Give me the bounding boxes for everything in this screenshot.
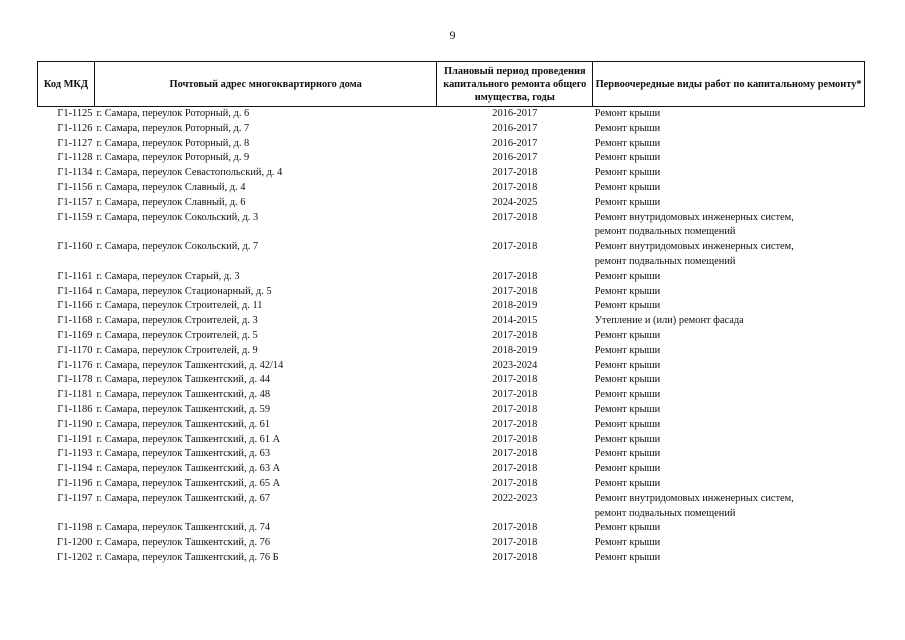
row-period: 2017-2018	[492, 374, 538, 386]
row-period: 2017-2018	[492, 211, 538, 223]
row-address: г. Самара, переулок Ташкентский, д. 74	[96, 522, 271, 534]
work-item: Ремонт крыши	[594, 359, 661, 371]
row-period: 2016-2017	[492, 108, 538, 119]
row-code: Г1-1164	[57, 285, 93, 297]
row-period: 2018-2019	[492, 344, 538, 356]
row-code: Г1-1169	[57, 329, 93, 341]
row-works	[593, 344, 865, 359]
row-period: 2017-2018	[492, 389, 538, 401]
work-item: Ремонт внутридомовых инженерных систем,	[594, 241, 794, 253]
row-period: 2016-2017	[492, 152, 538, 164]
row-code: Г1-1178	[57, 374, 93, 386]
row-address: г. Самара, переулок Строителей, д. 5	[96, 329, 258, 341]
row-address: г. Самара, переулок Роторный, д. 7	[96, 122, 250, 134]
work-item: Ремонт крыши	[594, 448, 661, 460]
work-item: Ремонт крыши	[594, 137, 661, 149]
row-address: г. Самара, переулок Ташкентский, д. 63	[96, 448, 271, 460]
row-address: г. Самара, переулок Севастопольский, д. 4	[96, 167, 283, 179]
row-code: Г1-1159	[57, 211, 93, 223]
work-item: Ремонт внутридомовых инженерных систем,	[594, 492, 794, 504]
table-row	[38, 551, 865, 566]
table-row	[38, 492, 865, 522]
work-item: ремонт подвальных помещений	[594, 226, 736, 238]
row-code: Г1-1200	[56, 537, 93, 549]
row-address: г. Самара, переулок Строителей, д. 9	[96, 344, 258, 356]
repair-schedule-table	[37, 61, 865, 566]
table-row	[38, 285, 865, 300]
row-address: г. Самара, переулок Ташкентский, д. 48	[96, 389, 271, 401]
row-works	[593, 166, 865, 181]
row-period: 2017-2018	[492, 241, 538, 253]
work-item: Ремонт крыши	[594, 389, 661, 401]
work-item: Ремонт крыши	[594, 108, 661, 119]
work-item: Ремонт крыши	[594, 300, 661, 312]
table-row	[38, 329, 865, 344]
table-row	[38, 521, 865, 536]
work-item: Ремонт крыши	[594, 522, 661, 534]
row-works	[593, 240, 865, 270]
work-item: Ремонт крыши	[594, 181, 661, 193]
row-address: г. Самара, переулок Строителей, д. 11	[96, 300, 263, 312]
table-row	[38, 418, 865, 433]
work-item: Ремонт крыши	[594, 285, 661, 297]
row-works	[593, 107, 865, 122]
row-period: 2017-2018	[492, 167, 538, 179]
row-works	[593, 551, 865, 566]
row-works	[593, 373, 865, 388]
table-row	[38, 373, 865, 388]
row-period: 2014-2015	[492, 315, 538, 327]
work-item: Ремонт крыши	[594, 329, 661, 341]
work-item: Ремонт крыши	[594, 551, 661, 563]
row-code: Г1-1198	[57, 522, 93, 534]
row-period: 2018-2019	[492, 300, 538, 312]
row-period: 2022-2023	[492, 492, 538, 504]
table-row	[38, 359, 865, 374]
row-period: 2023-2024	[492, 359, 538, 371]
row-code: Г1-1196	[57, 477, 93, 489]
table-row	[38, 462, 865, 477]
row-works	[593, 137, 865, 152]
table-row	[38, 299, 865, 314]
row-works	[593, 388, 865, 403]
row-address: г. Самара, переулок Ташкентский, д. 61 А	[96, 433, 281, 445]
row-works	[593, 418, 865, 433]
row-address: г. Самара, переулок Ташкентский, д. 76 Б	[96, 551, 279, 563]
work-item: Ремонт крыши	[594, 344, 661, 356]
work-item: Ремонт крыши	[594, 152, 661, 164]
work-item: Ремонт крыши	[594, 122, 661, 134]
row-code: Г1-1197	[57, 492, 93, 504]
row-code: Г1-1156	[57, 181, 93, 193]
row-works	[593, 151, 865, 166]
row-address: г. Самара, переулок Ташкентский, д. 67	[96, 492, 271, 504]
table-row	[38, 240, 865, 270]
row-works	[593, 270, 865, 285]
row-period: 2017-2018	[492, 270, 538, 282]
table-header-row	[38, 62, 865, 107]
row-period: 2017-2018	[492, 537, 538, 549]
row-address: г. Самара, переулок Ташкентский, д. 44	[96, 374, 271, 386]
row-address: г. Самара, переулок Ташкентский, д. 65 А	[96, 477, 281, 489]
row-address: г. Самара, переулок Ташкентский, д. 59	[96, 403, 271, 415]
row-code: Г1-1191	[57, 433, 93, 445]
row-works	[593, 536, 865, 551]
table-row	[38, 166, 865, 181]
row-address: г. Самара, переулок Ташкентский, д. 42/14	[96, 359, 284, 371]
row-period: 2017-2018	[492, 433, 538, 445]
row-works	[593, 359, 865, 374]
table-row	[38, 270, 865, 285]
row-code: Г1-1160	[57, 241, 93, 253]
table-row	[38, 388, 865, 403]
row-period: 2017-2018	[492, 181, 538, 193]
table-row	[38, 403, 865, 418]
table-row	[38, 433, 865, 448]
table-body	[38, 107, 865, 566]
row-code: Г1-1186	[57, 403, 93, 415]
table-row	[38, 211, 865, 241]
row-address: г. Самара, переулок Стационарный, д. 5	[96, 285, 272, 297]
row-address: г. Самара, переулок Роторный, д. 9	[96, 152, 250, 164]
row-period: 2017-2018	[492, 418, 538, 430]
row-address: г. Самара, переулок Сокольский, д. 7	[96, 241, 259, 253]
work-item: Утепление и (или) ремонт фасада	[594, 315, 744, 327]
row-period: 2017-2018	[492, 477, 538, 489]
work-item: Ремонт крыши	[594, 403, 661, 415]
row-works	[593, 433, 865, 448]
row-code: Г1-1181	[57, 389, 93, 401]
row-works	[593, 314, 865, 329]
work-item: Ремонт крыши	[594, 537, 661, 549]
row-code: Г1-1190	[57, 418, 93, 430]
row-works	[593, 285, 865, 300]
work-item: ремонт подвальных помещений	[594, 255, 736, 267]
row-period: 2017-2018	[492, 329, 538, 341]
row-address: г. Самара, переулок Ташкентский, д. 61	[96, 418, 271, 430]
row-works	[593, 181, 865, 196]
row-works	[593, 447, 865, 462]
row-address: г. Самара, переулок Роторный, д. 8	[96, 137, 250, 149]
row-code: Г1-1134	[57, 167, 93, 179]
row-address: г. Самара, переулок Славный, д. 4	[96, 181, 246, 193]
row-code: Г1-1161	[57, 270, 93, 282]
header-address: Почтовый адрес многоквартирного дома	[94, 62, 437, 107]
row-works	[593, 521, 865, 536]
page-number: 9	[449, 28, 456, 42]
table-row	[38, 477, 865, 492]
row-address: г. Самара, переулок Ташкентский, д. 63 А	[96, 463, 281, 475]
row-works	[593, 122, 865, 137]
table-row	[38, 107, 865, 122]
work-item: Ремонт крыши	[594, 477, 661, 489]
row-period: 2017-2018	[492, 551, 538, 563]
row-address: г. Самара, переулок Старый, д. 3	[96, 270, 240, 282]
row-code: Г1-1202	[56, 551, 93, 563]
row-period: 2016-2017	[492, 122, 538, 134]
row-code: Г1-1170	[57, 344, 93, 356]
row-code: Г1-1194	[57, 463, 93, 475]
row-period: 2017-2018	[492, 448, 538, 460]
work-item: Ремонт крыши	[594, 270, 661, 282]
table-row	[38, 536, 865, 551]
row-period: 2017-2018	[492, 285, 538, 297]
row-works	[593, 196, 865, 211]
row-period: 2017-2018	[492, 403, 538, 415]
row-address: г. Самара, переулок Славный, д. 6	[96, 196, 246, 208]
row-code: Г1-1128	[57, 152, 93, 164]
header-works: Первоочередные виды работ по капитальному ремонту*	[593, 62, 865, 107]
header-code: Код МКД	[38, 62, 95, 107]
header-period: Плановый период проведения капитального ремонта общего имущества, годы	[437, 62, 593, 107]
row-code: Г1-1176	[57, 359, 93, 371]
row-works	[593, 299, 865, 314]
row-address: г. Самара, переулок Сокольский, д. 3	[96, 211, 259, 223]
work-item: Ремонт крыши	[594, 433, 661, 445]
table-row	[38, 181, 865, 196]
row-address: г. Самара, переулок Строителей, д. 3	[96, 315, 258, 327]
row-works	[593, 329, 865, 344]
row-code: Г1-1125	[57, 108, 93, 119]
work-item: Ремонт крыши	[594, 463, 661, 475]
row-code: Г1-1166	[57, 300, 93, 312]
row-period: 2024-2025	[492, 196, 538, 208]
row-address: г. Самара, переулок Роторный, д. 6	[96, 108, 250, 119]
table-row	[38, 344, 865, 359]
row-works	[593, 492, 865, 522]
row-code: Г1-1127	[57, 137, 93, 149]
work-item: Ремонт крыши	[594, 374, 661, 386]
row-works	[593, 211, 865, 241]
row-code: Г1-1157	[57, 196, 93, 208]
table-row	[38, 447, 865, 462]
work-item: Ремонт внутридомовых инженерных систем,	[594, 211, 794, 223]
row-code: Г1-1126	[57, 122, 93, 134]
row-period: 2017-2018	[492, 463, 538, 475]
table-row	[38, 151, 865, 166]
row-period: 2017-2018	[492, 522, 538, 534]
table-row	[38, 196, 865, 211]
table-row	[38, 314, 865, 329]
row-period: 2016-2017	[492, 137, 538, 149]
row-address: г. Самара, переулок Ташкентский, д. 76	[96, 537, 271, 549]
work-item: Ремонт крыши	[594, 167, 661, 179]
row-code: Г1-1193	[57, 448, 93, 460]
row-code: Г1-1168	[57, 315, 93, 327]
table-row	[38, 122, 865, 137]
row-works	[593, 403, 865, 418]
work-item: Ремонт крыши	[594, 418, 661, 430]
work-item: ремонт подвальных помещений	[594, 507, 736, 519]
row-works	[593, 477, 865, 492]
row-works	[593, 462, 865, 477]
table-row	[38, 137, 865, 152]
work-item: Ремонт крыши	[594, 196, 661, 208]
